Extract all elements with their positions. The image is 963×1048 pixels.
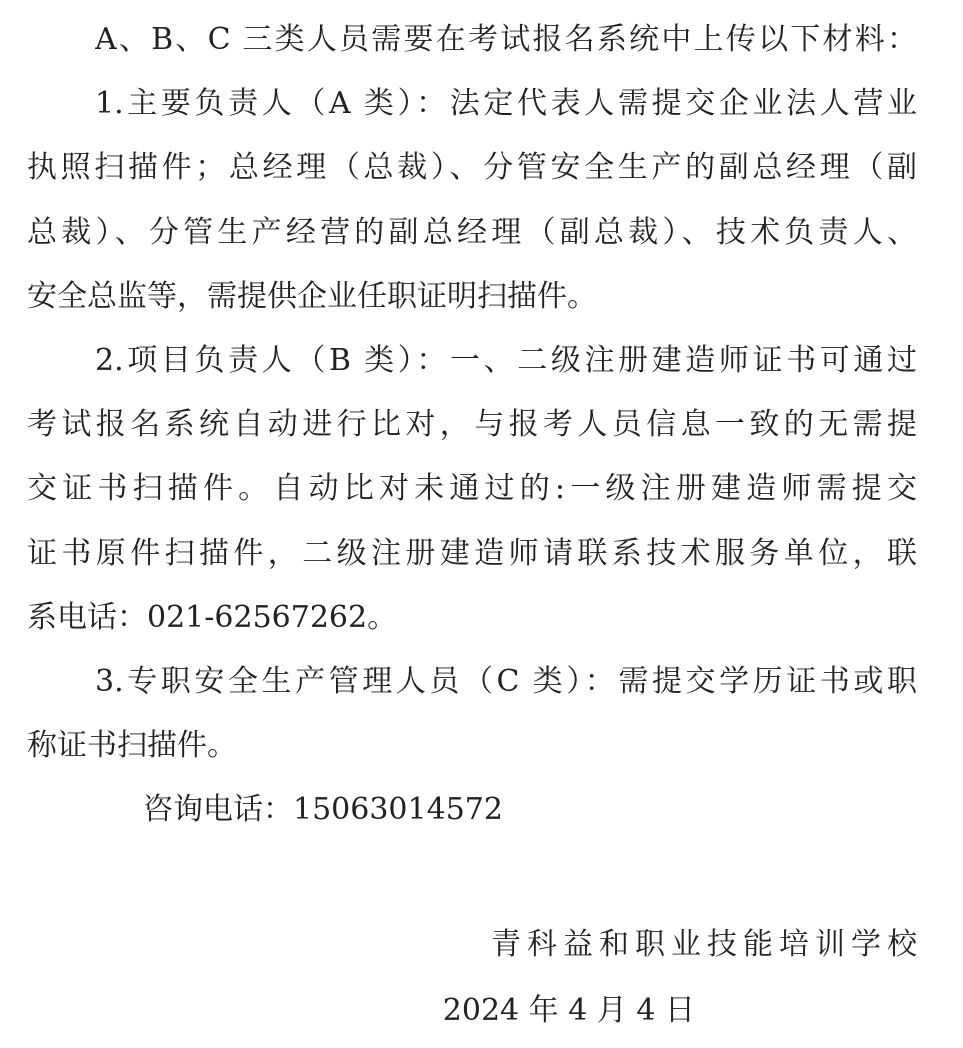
text-line: 3.专职安全生产管理人员（C 类）：需提交学历证书或职	[95, 663, 917, 699]
signature-date: 2024 年 4 月 4 日	[442, 993, 695, 1028]
consult-phone-line: 咨询电话：15063014572	[143, 792, 503, 828]
text-line: 称证书扫描件。	[27, 728, 237, 764]
text-line: 1.主要负责人（A 类）：法定代表人需提交企业法人营业	[95, 86, 917, 122]
text-line: 交证书扫描件。自动比对未通过的:一级注册建造师需提交	[27, 471, 917, 507]
text-line: 总裁）、分管生产经营的副总经理（副总裁）、技术负责人、	[27, 214, 917, 250]
text-line: 证书原件扫描件，二级注册建造师请联系技术服务单位，联	[27, 535, 917, 571]
document-body	[27, 8, 917, 842]
text-line: A、B、C 三类人员需要在考试报名系统中上传以下材料：	[95, 22, 917, 57]
text-line: 系电话：021-62567262。	[27, 599, 398, 635]
text-line: 安全总监等，需提供企业任职证明扫描件。	[27, 278, 597, 314]
text-line: 2.项目负责人（B 类）：一、二级注册建造师证书可通过	[95, 342, 917, 378]
text-line: 考试报名系统自动进行比对，与报考人员信息一致的无需提	[27, 407, 917, 443]
signature-organization: 青科益和职业技能培训学校	[491, 927, 923, 962]
text-line: 执照扫描件；总经理（总裁）、分管安全生产的副总经理（副	[27, 150, 917, 186]
